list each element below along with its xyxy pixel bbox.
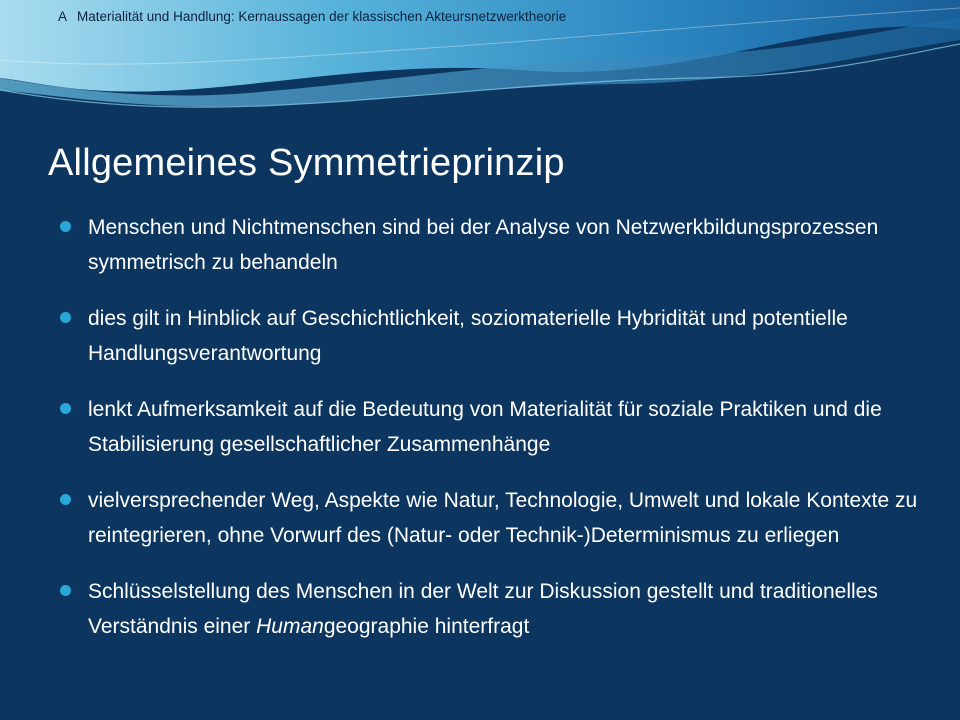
bullet-item [60, 483, 920, 553]
bullet-list [60, 210, 920, 644]
bullet-item [60, 574, 920, 644]
bullet-text-after: geographie hinterfragt [323, 615, 530, 638]
bullet-text: Menschen und Nichtmenschen sind bei der Analyse von Netzwerkbildungsprozessen symmetrisch zu behandeln [88, 216, 879, 274]
section-header [58, 9, 566, 24]
bullet-item [60, 301, 920, 371]
bullet-dot-icon [60, 585, 71, 596]
section-letter: A [58, 9, 68, 24]
bullet-text-italic: Human [256, 615, 324, 638]
bullet-text: lenkt Aufmerksamkeit auf die Bedeutung von Materialität für soziale Praktiken und die Stabilisierung gesellschaftlicher Zusammenhänge [88, 398, 882, 456]
bullet-dot-icon [60, 312, 71, 323]
bullet-text: vielversprechender Weg, Aspekte wie Natur, Technologie, Umwelt und lokale Kontexte zu reintegrieren, ohne Vorwurf des (Natur- oder Technik-)Determinismus zu erliegen [88, 489, 918, 547]
bullet-dot-icon [60, 221, 71, 232]
bullet-text: dies gilt in Hinblick auf Geschichtlichkeit, soziomaterielle Hybridität und potentielle Handlungsverantwortung [88, 307, 848, 365]
bullet-text-before: Schlüsselstellung des Menschen in der Welt zur Diskussion gestellt und traditionelles Verständnis einer [88, 580, 878, 638]
bullet-dot-icon [60, 494, 71, 505]
slide-title: Allgemeines Symmetrieprinzip [48, 142, 565, 184]
bullet-item [60, 210, 920, 280]
bullet-dot-icon [60, 403, 71, 414]
section-title: Materialität und Handlung: Kernaussagen der klassischen Akteursnetzwerktheorie [77, 9, 567, 24]
bullet-item [60, 392, 920, 462]
